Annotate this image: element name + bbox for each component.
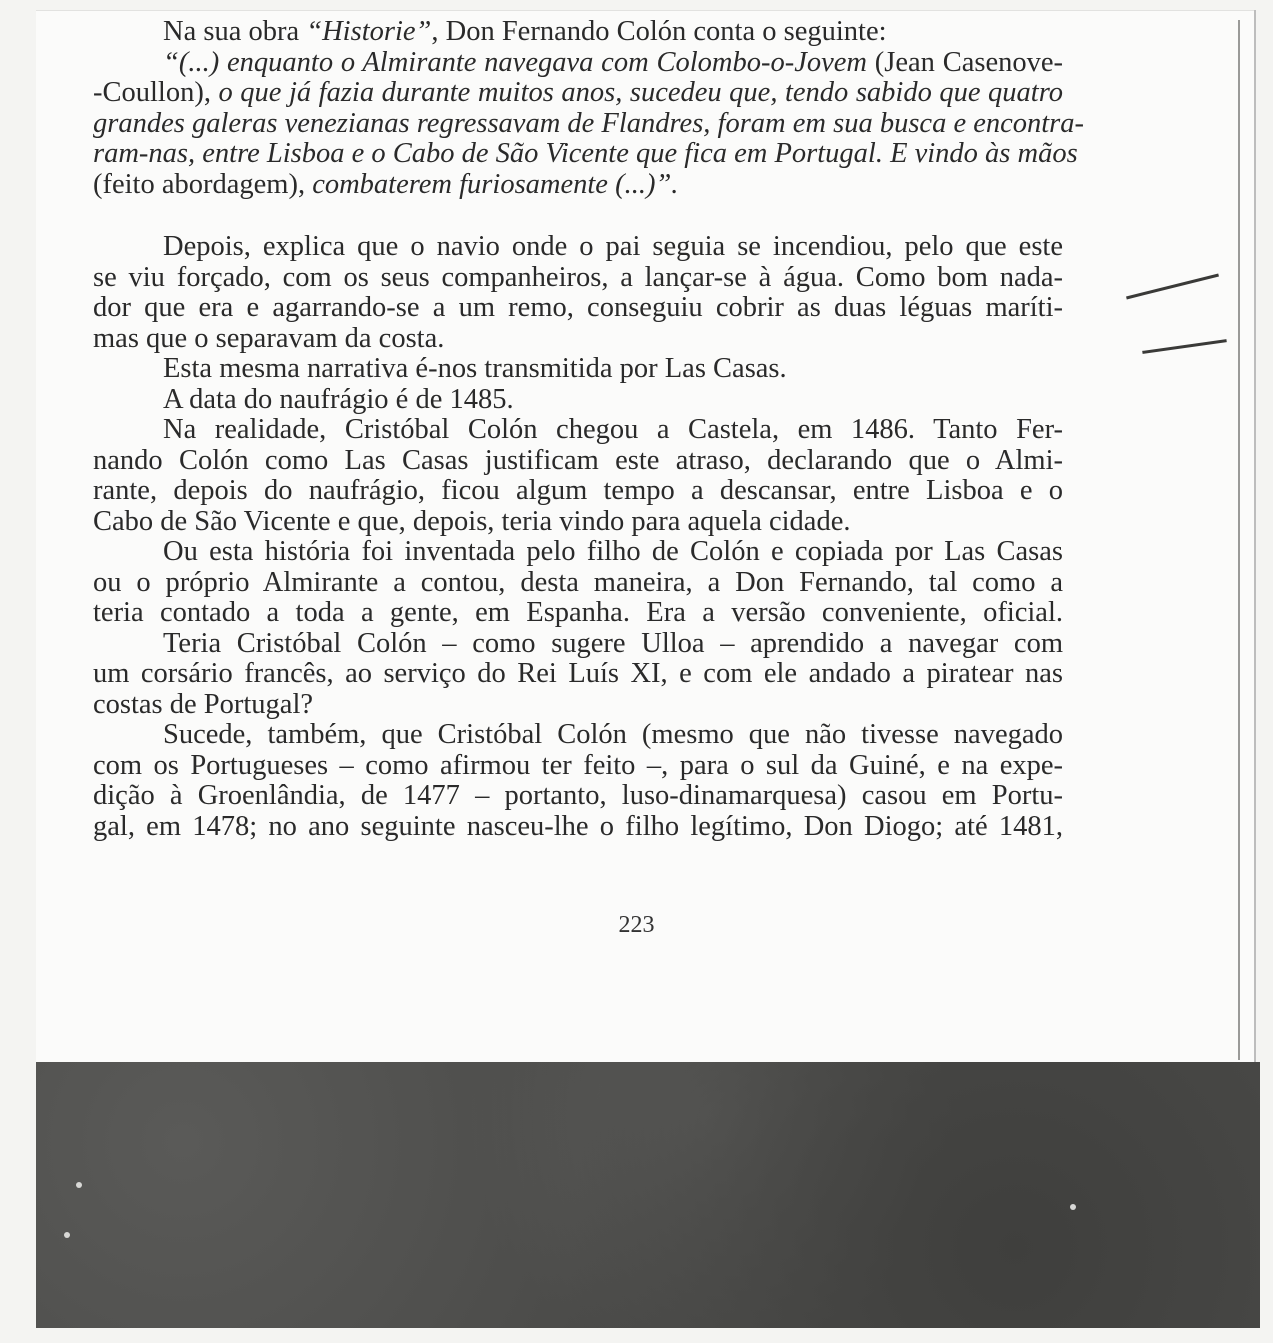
italic-text: grandes galeras venezianas regressavam de Flandres, foram em sua busca e encontra- [93,107,1085,139]
text-run: , Don Fernando Colón conta o seguinte: [431,16,887,47]
body-text [93,16,1085,842]
italic-text: “Historie” [306,16,432,47]
text-line [93,720,1063,751]
text-run: Ou esta história foi inventada pelo filho de Colón e copiada por Las Casas [163,536,1063,567]
text-line [93,537,1063,568]
text-line [93,415,1063,446]
italic-text: combaterem furiosamente (...)”. [312,168,679,200]
text-line [93,324,1063,355]
text-line [93,751,1063,782]
text-run: Na sua obra [163,16,307,47]
text-line [93,107,1085,140]
italic-text: ram-nas, entre Lisboa e o Cabo de São Vicente que fica em Portugal. E vindo às mãos [93,138,1078,169]
scan-speck [64,1232,70,1238]
text-run: Cabo de São Vicente e que, depois, teria vindo para aquela cidade. [93,505,851,537]
text-line [93,263,1063,294]
text-line [93,690,1063,721]
text-run: mas que o separavam da costa. [93,322,445,354]
text-run: gal, em 1478; no ano seguinte nasceu-lhe o filho legítimo, Don Diogo; até 1481, [93,810,1063,842]
text-line [93,568,1063,599]
text-run: Depois, explica que o navio onde o pai seguia se incendiou, pelo que este [163,231,1063,262]
text-run: (feito abordagem), [93,168,313,200]
text-run: Na realidade, Cristóbal Colón chegou a Castela, em 1486. Tanto Fer- [163,414,1063,445]
text-line [93,598,1063,629]
text-run: se viu forçado, com os seus companheiros, a lançar-se à água. Como bom nada- [93,261,1063,293]
text-line [93,507,1063,538]
paragraph-gap [93,200,1063,232]
text-run: rante, depois do naufrágio, ficou algum tempo a descansar, entre Lisboa e o [93,475,1063,506]
text-line [93,385,1063,416]
italic-text: o que já fazia durante muitos anos, sucedeu que, tendo sabido que quatro [218,77,1064,108]
text-run: Sucede, também, que Cristóbal Colón (mesmo que não tivesse navegado [163,719,1063,750]
text-line [93,476,1063,507]
text-run: dição à Groenlândia, de 1477 – portanto, luso-dinamarquesa) casou em Portu- [93,780,1063,811]
text-run: um corsário francês, ao serviço do Rei Luís XI, e com ele andado a piratear nas [93,658,1063,689]
page-fold-line [1238,20,1240,1060]
text-line [93,170,1063,201]
text-run: com os Portugueses – como afirmou ter feito –, para o sul da Guiné, e na expe- [93,749,1063,781]
text-line [93,78,1063,109]
text-run: Esta mesma narrativa é-nos transmitida por Las Casas. [163,353,787,384]
text-line [93,659,1063,690]
scan-speck [76,1182,82,1188]
text-line [93,232,1063,263]
text-line [93,629,1063,660]
text-run: costas de Portugal? [93,688,314,720]
text-line [93,446,1063,477]
scan-speck [1070,1204,1076,1210]
text-line [93,354,1063,385]
text-line [93,138,1078,170]
text-run: nando Colón como Las Casas justificam este atraso, declarando que o Almi- [93,444,1063,476]
text-run: -Coullon), [93,77,219,108]
text-line [93,781,1063,812]
page-number: 223 [618,912,655,938]
text-line [93,812,1063,843]
italic-text: “(...) enquanto o Almirante navegava com Colombo-o-Jovem [163,46,867,78]
scan-dark-background [36,1062,1260,1328]
text-run: (Jean Casenove- [866,46,1063,78]
text-line [93,17,1063,48]
page-edge [36,10,1254,11]
text-run: teria contado a toda a gente, em Espanha. Era a versão conveniente, oficial. [93,597,1063,628]
text-line [93,293,1063,324]
text-line [93,48,1063,79]
text-run: Teria Cristóbal Colón – como sugere Ulloa – aprendido a navegar com [163,627,1063,659]
text-run: dor que era e agarrando-se a um remo, conseguiu cobrir as duas léguas maríti- [93,292,1063,323]
text-run: A data do naufrágio é de 1485. [163,383,514,415]
text-run: ou o próprio Almirante a contou, desta maneira, a Don Fernando, tal como a [93,566,1063,598]
